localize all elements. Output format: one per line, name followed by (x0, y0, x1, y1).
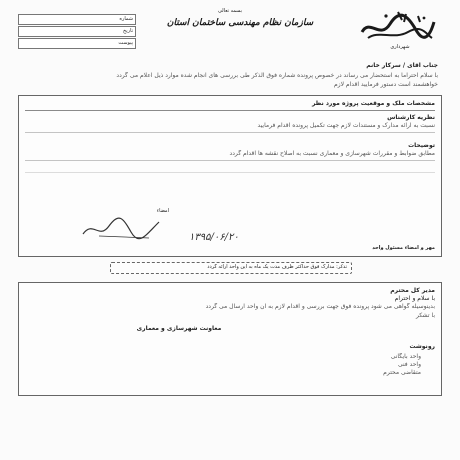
assessment-footer-note: مهر و امضاء مسئول واحد (372, 245, 435, 251)
referral-line-1: بدینوسیله گواهی می شود پرونده فوق جهت بررسی و اقدام لازم به آن واحد ارسال می گردد (205, 303, 435, 310)
referral-title: مدیر کل محترم (390, 287, 435, 294)
intro-line-1: با سلام احتراما به استحضار می رساند در خصوص پرونده شماره فوق الذکر طی بررسی های انجام شده موارد ذیل اعلام می گردد (116, 72, 438, 79)
form-field-date[interactable]: تاریخ (18, 26, 136, 37)
assessment-item-1-heading: نظریه کارشناس (387, 114, 435, 121)
signature-scribble-icon (79, 214, 169, 242)
notice-box (110, 262, 352, 274)
referral-center-text: معاونت شهرسازی و معماری (136, 325, 222, 332)
copy-label: رونوشت (409, 343, 435, 350)
assessment-item-2-heading: توضیحات (408, 142, 435, 149)
copy-item-1: واحد بایگانی (390, 353, 421, 360)
assessment-title: مشخصات ملک و موقعیت پروژه مورد نظر (311, 100, 435, 107)
calligraphy-logo-icon (358, 10, 438, 44)
notice-text: تذکر: مدارک فوق حداکثر ظرف مدت یک ماه به این واحد ارائه گردد (207, 264, 347, 270)
signature-label: امضاء (156, 208, 169, 214)
org-title: سازمان نظام مهندسی ساختمان استان (166, 18, 314, 28)
assessment-section (18, 95, 442, 257)
intro-label: جناب آقای / سرکار خانم (366, 62, 438, 69)
copy-item-2: واحد فنی (397, 361, 421, 368)
logo-caption: شهرداری (390, 44, 410, 50)
logo (358, 10, 438, 44)
form-field-attachment[interactable]: پیوست (18, 38, 136, 49)
assessment-item-1-text: نسبت به ارائه مدارک و مستندات لازم جهت تکمیل پرونده اقدام فرمایید (257, 122, 435, 129)
copy-item-3: متقاضی محترم (383, 369, 421, 376)
referral-line-2: با تشکر (415, 312, 435, 319)
header-form-fields (18, 14, 136, 50)
signature-mark (79, 214, 169, 242)
intro-line-2: خواهشمند است دستور فرمایید اقدام لازم (333, 81, 438, 88)
referral-section (18, 282, 442, 396)
assessment-item-2-text: مطابق ضوابط و مقررات شهرسازی و معماری نسبت به اصلاح نقشه ها اقدام گردد (229, 150, 435, 157)
handwritten-number: ۱۳۹۵/۰۶/۲۰ (189, 232, 239, 243)
referral-subtitle: با سلام و احترام (394, 295, 435, 302)
form-field-number[interactable]: شماره (18, 14, 136, 25)
header-small-top: بسمه تعالی (217, 8, 243, 14)
